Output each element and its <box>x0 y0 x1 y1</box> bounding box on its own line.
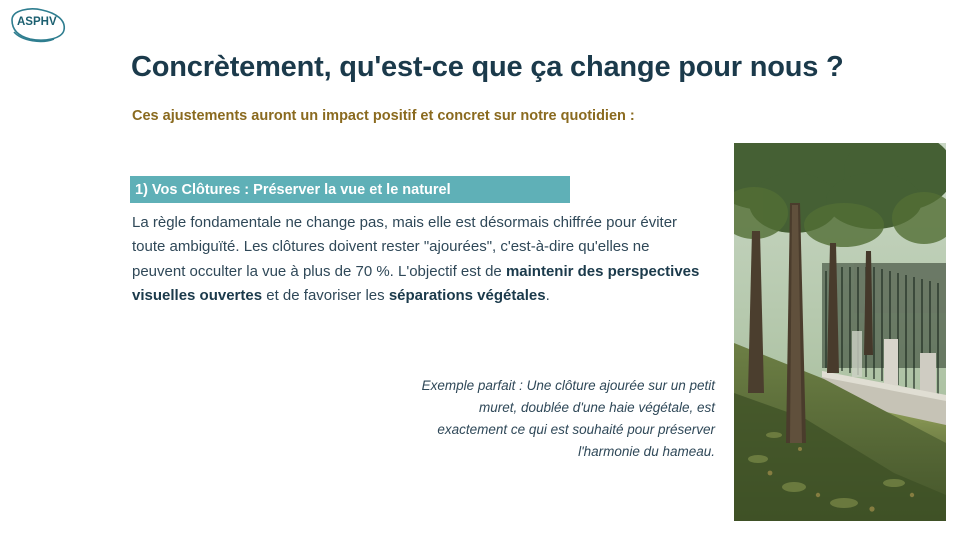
section-paragraph <box>132 211 707 308</box>
paragraph-text: La règle fondamentale ne change pas, mais elle est désormais chiffrée pour éviter toute ambiguïté. Les clôtures doivent rester "ajourées", c'est-à-dire qu'elles ne peuvent occulter la vue à plus de 70 %. L'objectif est de <box>132 214 678 280</box>
asphv-logo-icon <box>8 6 72 44</box>
paragraph-text: et de favoriser les <box>262 286 389 304</box>
page-title: Concrètement, qu'est-ce que ça change pour nous ? <box>131 51 844 83</box>
paragraph-emphasis: séparations végétales <box>388 286 546 304</box>
paragraph-text: . <box>545 286 550 304</box>
photo-caption: Exemple parfait : Une clôture ajourée sur un petit muret, doublée d'une haie végétale, est exactement ce qui est souhaité pour préserver l'harmonie du hameau. <box>421 378 715 459</box>
page-subtitle: Ces ajustements auront un impact positif et concret sur notre quotidien : <box>132 108 635 124</box>
section-banner <box>130 176 570 203</box>
fence-hedge-photo <box>734 143 946 521</box>
section-banner-label: 1) Vos Clôtures : Préserver la vue et le naturel <box>135 181 451 198</box>
paragraph-emphasis: maintenir des perspectives visuelles ouvertes <box>132 262 700 304</box>
svg-text:ASPHV: ASPHV <box>17 16 57 28</box>
